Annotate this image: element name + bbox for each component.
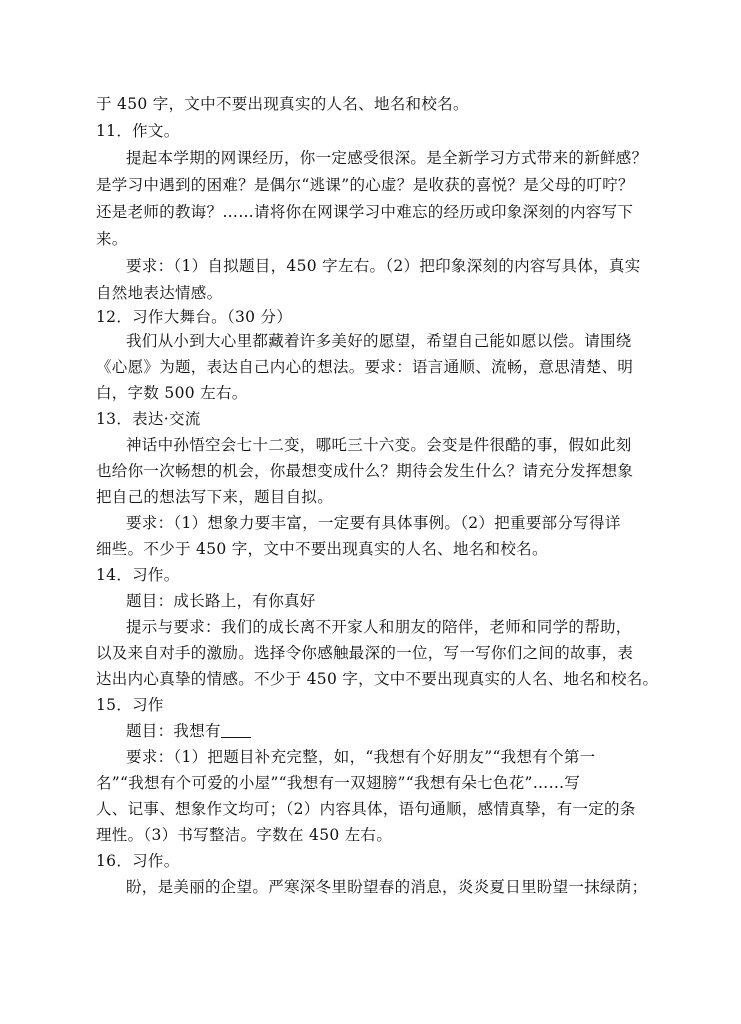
essay-title-line: 题目：成长路上，有你真好 bbox=[126, 592, 316, 610]
essay-title-line bbox=[126, 718, 686, 744]
text-line: 以及来自对手的激励。选择令你感触最深的一位，写一写你们之间的故事，表 bbox=[96, 644, 634, 662]
text-line: 我们从小到大心里都藏着许多美好的愿望，希望自己能如愿以偿。请围绕 bbox=[126, 332, 632, 350]
question-15-heading: 15．习作 bbox=[96, 696, 164, 714]
text-line: 于 450 字，文中不要出现真实的人名、地名和校名。 bbox=[96, 95, 469, 113]
text-line: 达出内心真挚的情感。不少于 450 字，文中不要出现真实的人名、地名和校名。 bbox=[96, 670, 659, 688]
text-line: 还是老师的教诲？……请将你在网课学习中难忘的经历或印象深刻的内容写下 bbox=[96, 203, 634, 221]
question-11-heading: 11．作文。 bbox=[96, 122, 180, 140]
text-line: 白，字数 500 左右。 bbox=[96, 384, 248, 402]
question-12-heading: 12．习作大舞台。（30 分） bbox=[96, 308, 293, 326]
text-line: 提起本学期的网课经历，你一定感受很深。是全新学习方式带来的新鲜感？ bbox=[126, 149, 648, 167]
question-13-heading: 13．表达·交流 bbox=[96, 410, 201, 428]
text-line: 人、记事、想象作文均可；（2）内容具体，语句通顺，感情真挚，有一定的条 bbox=[96, 800, 636, 818]
text-line: 要求：（1）自拟题目，450 字左右。（2）把印象深刻的内容写具体，真实 bbox=[126, 257, 641, 275]
question-14-heading: 14．习作。 bbox=[96, 566, 180, 584]
text-line: 提示与要求：我们的成长离不开家人和朋友的陪伴，老师和同学的帮助， bbox=[126, 618, 632, 636]
text-line: 自然地表达情感。 bbox=[96, 284, 223, 302]
text-line: 是学习中遇到的困难？是偶尔“逃课”的心虚？是收获的喜悦？是父母的叮咛？ bbox=[96, 176, 634, 194]
text-line: 细些。不少于 450 字，文中不要出现真实的人名、地名和校名。 bbox=[96, 540, 548, 558]
text-line: 理性。（3）书写整洁。字数在 450 左右。 bbox=[96, 826, 393, 844]
fill-in-blank bbox=[221, 721, 251, 738]
text-line: 把自己的想法写下来，题目自拟。 bbox=[96, 488, 334, 506]
text-line: 也给你一次畅想的机会，你最想变成什么？期待会发生什么？请充分发挥想象 bbox=[96, 462, 634, 480]
text-line: 要求：（1）把题目补充完整，如，“我想有个好朋友”“我想有个第一 bbox=[126, 748, 596, 766]
question-16-heading: 16．习作。 bbox=[96, 852, 180, 870]
text-line: 《心愿》为题，表达自己内心的想法。要求：语言通顺、流畅，意思清楚、明 bbox=[96, 358, 634, 376]
essay-title-text: 题目：我想有 bbox=[126, 722, 221, 740]
text-line: 来。 bbox=[96, 230, 128, 248]
text-line: 盼，是美丽的企望。严寒深冬里盼望春的消息，炎炎夏日里盼望一抹绿荫； bbox=[126, 878, 648, 896]
text-line: 神话中孙悟空会七十二变，哪吒三十六变。会变是件很酷的事，假如此刻 bbox=[126, 436, 632, 454]
text-line: 要求：（1）想象力要丰富，一定要有具体事例。（2）把重要部分写得详 bbox=[126, 514, 621, 532]
text-line: 名”“我想有个可爱的小屋”“我想有一双翅膀”“我想有朵七色花”……写 bbox=[96, 774, 581, 792]
